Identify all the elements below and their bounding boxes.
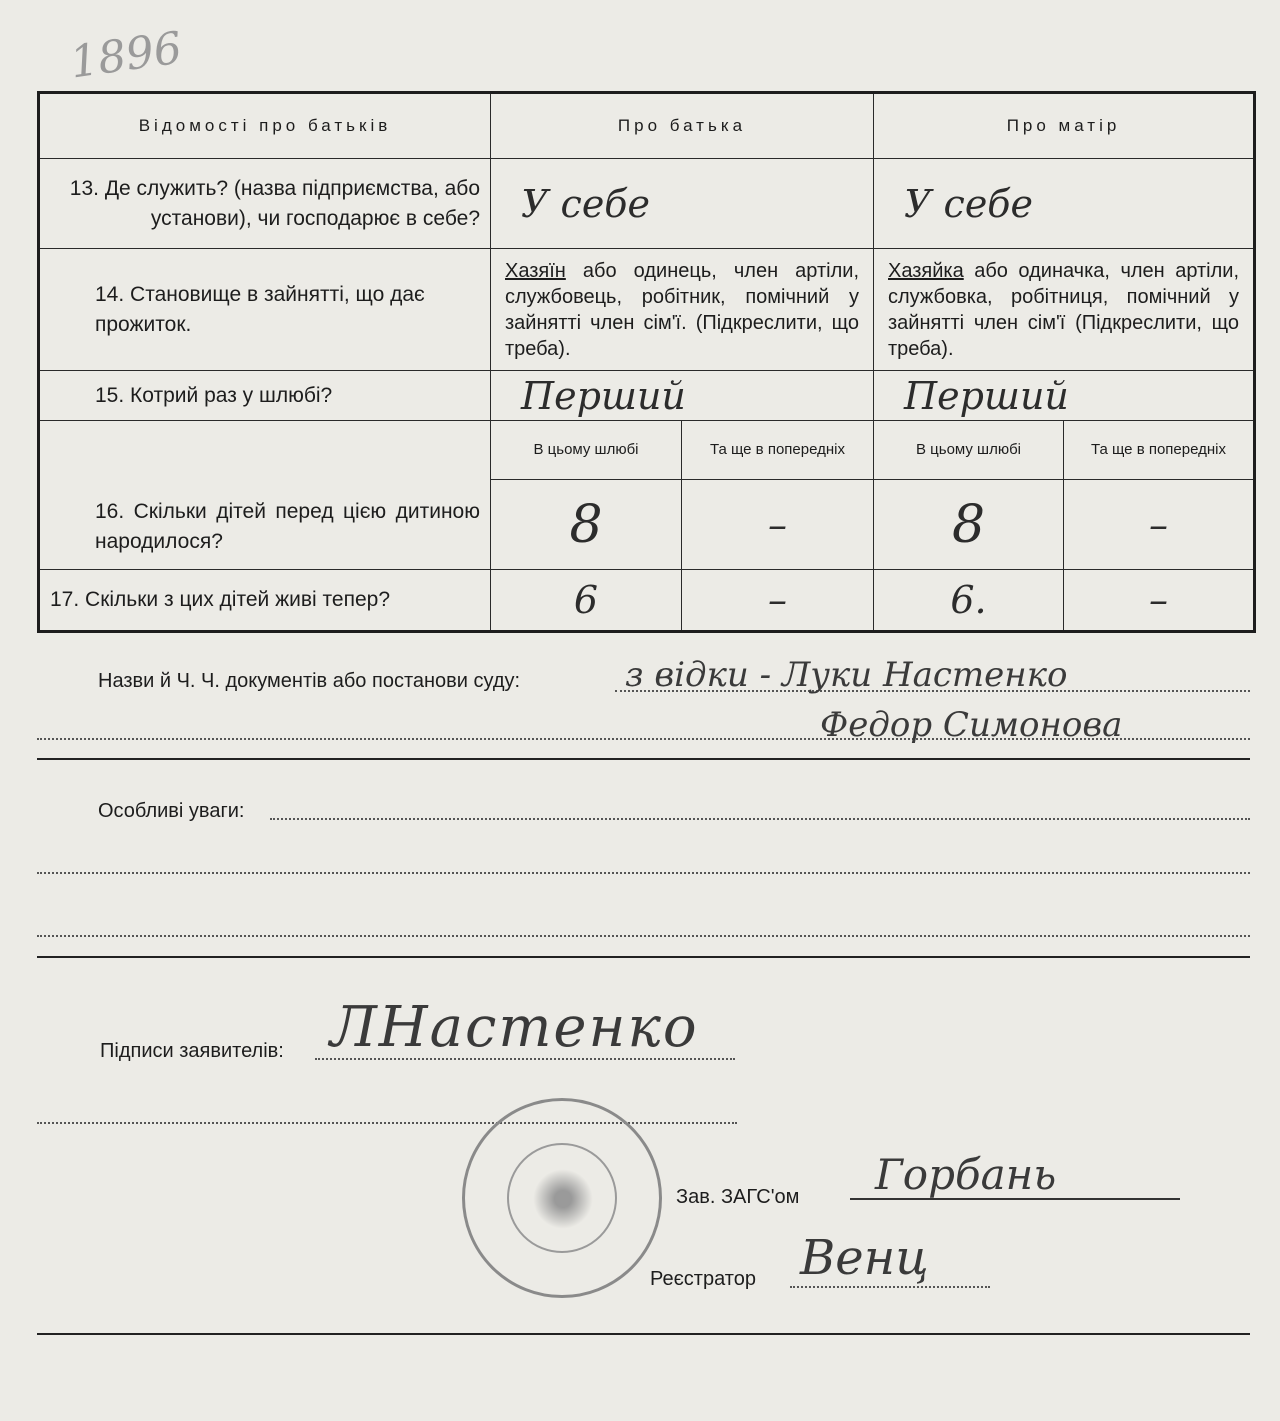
mother-occupation-selected: Хазяйка [888, 259, 964, 282]
notes-line-1 [270, 818, 1250, 820]
header-father: Про батька [491, 93, 874, 159]
official-stamp [462, 1098, 662, 1298]
mother-children-alive-prev: – [1064, 570, 1255, 632]
father-occupation-rest: або одинець, член артіли, службовець, робітник, помічний у зайнятті член сім'ї. (Підкреслити, що треба). [505, 259, 859, 360]
mother-workplace: У себе [874, 159, 1255, 249]
section-divider-1 [37, 758, 1250, 760]
zags-head-label: Зав. ЗАГС'ом [676, 1186, 800, 1208]
notes-line-3 [37, 935, 1250, 937]
notes-label: Особливі уваги: [98, 800, 245, 822]
bottom-divider [37, 1333, 1250, 1335]
father-occupation-options [491, 249, 874, 371]
row-17 [39, 570, 1255, 632]
documents-value-1: з відки - Луки Настенко [625, 655, 1068, 695]
father-children-born-this: 8 [491, 480, 682, 570]
question-13: 13. Де служить? (назва підприємства, або установи), чи господарює в себе? [39, 159, 491, 249]
notes-line-2 [37, 872, 1250, 874]
header-parents-info: Відомості про батьків [39, 93, 491, 159]
page-number-mark: 1896 [66, 22, 185, 89]
row-13 [39, 159, 1255, 249]
question-16: 16. Скільки дітей перед цією дитиною народилося? [39, 421, 491, 570]
documents-label: Назви й Ч. Ч. документів або постанови суду: [98, 670, 521, 692]
registrar-signature: Венц [800, 1230, 929, 1286]
father-marriage-count: Перший [491, 371, 874, 421]
mother-occupation-rest: або одиначка, член артіли, службовка, робітниця, помічний у зайнятті член сім'ї (Підкреслити, що треба). [888, 259, 1240, 360]
mother-children-alive-this: 6. [874, 570, 1064, 632]
mother-previous-header: Та ще в попередніх [1064, 421, 1255, 480]
registrar-label: Реєстратор [650, 1268, 756, 1290]
stamp-emblem-icon [533, 1169, 593, 1229]
section-divider-2 [37, 956, 1250, 958]
father-occupation-selected: Хазяїн [505, 259, 566, 282]
row-15 [39, 371, 1255, 421]
zags-head-signature: Горбань [875, 1150, 1057, 1199]
question-17: 17. Скільки з цих дітей живі тепер? [39, 570, 491, 632]
parents-info-table [37, 91, 1256, 633]
mother-occupation-options [874, 249, 1255, 371]
father-children-born-prev: – [682, 480, 874, 570]
row-16-subheader [39, 421, 1255, 480]
father-this-marriage-header: В цьому шлюбі [491, 421, 682, 480]
registrar-line [790, 1286, 990, 1288]
father-workplace: У себе [491, 159, 874, 249]
documents-value-2: Федор Симонова [820, 705, 1123, 745]
applicants-line-2 [37, 1122, 737, 1124]
mother-children-born-this: 8 [874, 480, 1064, 570]
zags-signature-line [850, 1198, 1180, 1200]
mother-this-marriage-header: В цьому шлюбі [874, 421, 1064, 480]
row-14 [39, 249, 1255, 371]
question-14: 14. Становище в зайнятті, що дає прожиток. [39, 249, 491, 371]
father-previous-header: Та ще в попередніх [682, 421, 874, 480]
applicants-label: Підписи заявителів: [100, 1040, 284, 1062]
mother-children-born-prev: – [1064, 480, 1255, 570]
applicants-signature: ЛНастенко [330, 995, 699, 1060]
header-mother: Про матір [874, 93, 1255, 159]
father-children-alive-prev: – [682, 570, 874, 632]
table-header-row [39, 93, 1255, 159]
mother-marriage-count: Перший [874, 371, 1255, 421]
question-15: 15. Котрий раз у шлюбі? [39, 371, 491, 421]
father-children-alive-this: 6 [491, 570, 682, 632]
